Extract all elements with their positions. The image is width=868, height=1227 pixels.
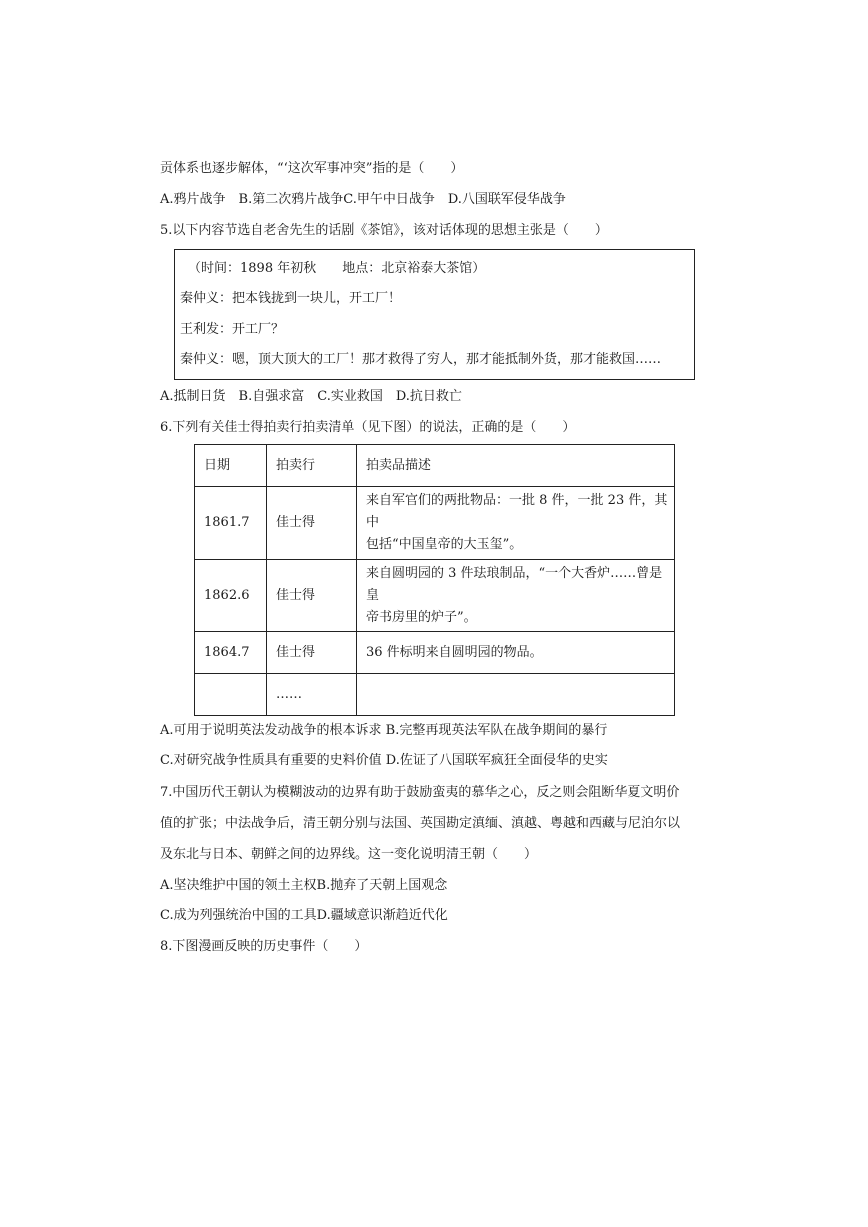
auction-table <box>194 444 675 716</box>
row-auction-house: 佳士得 <box>267 560 357 632</box>
dialogue-line-2: 王利发：开工厂？ <box>180 322 285 337</box>
desc-line: 包括“中国皇帝的大玉玺”。 <box>366 537 523 552</box>
row-date: 1864.7 <box>195 632 267 674</box>
desc-line: 帝书房里的炉子”。 <box>366 609 477 625</box>
q6-options-ab: A.可用于说明英法发动战争的根本诉求 B.完整再现英法军队在战争期间的暴行 <box>160 723 608 738</box>
dialogue-line-3: 秦仲义：嗯，顶大顶大的工厂！那才救得了穷人，那才能抵制外货，那才能救国…… <box>180 352 662 367</box>
row-auction-house: …… <box>267 674 357 716</box>
table-row <box>195 674 675 716</box>
header-description: 拍卖品描述 <box>357 445 675 487</box>
dialogue-box <box>174 249 695 380</box>
table-row <box>195 487 675 560</box>
q4-stem-tail: 贡体系也逐步解体，“‘这次军事冲突”指的是（ ） <box>160 161 464 176</box>
desc-line: 来自军官们的两批物品：一批 8 件，一批 23 件，其中 <box>366 493 668 530</box>
q4-options: A.鸦片战争 B.第二次鸦片战争C.甲午中日战争 D.八国联军侵华战争 <box>160 192 566 207</box>
table-row <box>195 632 675 674</box>
header-auction-house: 拍卖行 <box>267 445 357 487</box>
row-description <box>357 560 675 632</box>
q7-stem-line-1: 7.中国历代王朝认为模糊波动的边界有助于鼓励蛮夷的慕华之心，反之则会阻断华夏文明价 <box>160 785 680 800</box>
q6-stem: 6.下列有关佳士得拍卖行拍卖清单（见下图）的说法，正确的是（ ） <box>160 420 576 435</box>
q5-options: A.抵制日货 B.自强求富 C.实业救国 D.抗日救亡 <box>160 389 462 404</box>
q8-stem: 8.下图漫画反映的历史事件（ ） <box>160 939 368 954</box>
row-date <box>195 674 267 716</box>
desc-line: 来自圆明园的 3 件珐琅制品，“一个大香炉……曾是皇 <box>366 565 663 603</box>
table-row <box>195 560 675 632</box>
q6-options-cd: C.对研究战争性质具有重要的史料价值 D.佐证了八国联军疯狂全面侵华的史实 <box>160 753 608 768</box>
header-date: 日期 <box>195 445 267 487</box>
row-auction-house: 佳士得 <box>267 632 357 674</box>
dialogue-line-1: 秦仲义：把本钱拢到一块儿，开工厂！ <box>180 291 402 306</box>
q5-stem: 5.以下内容节选自老舍先生的话剧《茶馆》，该对话体现的思想主张是（ ） <box>160 223 608 238</box>
row-date: 1862.6 <box>195 560 267 632</box>
q7-stem-line-3: 及东北与日本、朝鲜之间的边界线。这一变化说明清王朝（ ） <box>160 847 538 862</box>
row-description <box>357 487 675 560</box>
q7-options-cd: C.成为列强统治中国的工具D.疆域意识渐趋近代化 <box>160 908 448 923</box>
row-date: 1861.7 <box>195 487 267 560</box>
table-header-row <box>195 445 675 487</box>
dialogue-header: （时间：1898 年初秋 地点：北京裕泰大茶馆） <box>188 261 486 276</box>
q7-options-ab: A.坚决维护中国的领土主权B.抛弃了天朝上国观念 <box>160 878 448 893</box>
row-description <box>357 674 675 716</box>
row-description: 36 件标明来自圆明园的物品。 <box>357 632 675 674</box>
q7-stem-line-2: 值的扩张；中法战争后，清王朝分别与法国、英国勘定滇缅、滇越、粤越和西藏与尼泊尔以 <box>160 816 681 831</box>
row-auction-house: 佳士得 <box>267 487 357 560</box>
